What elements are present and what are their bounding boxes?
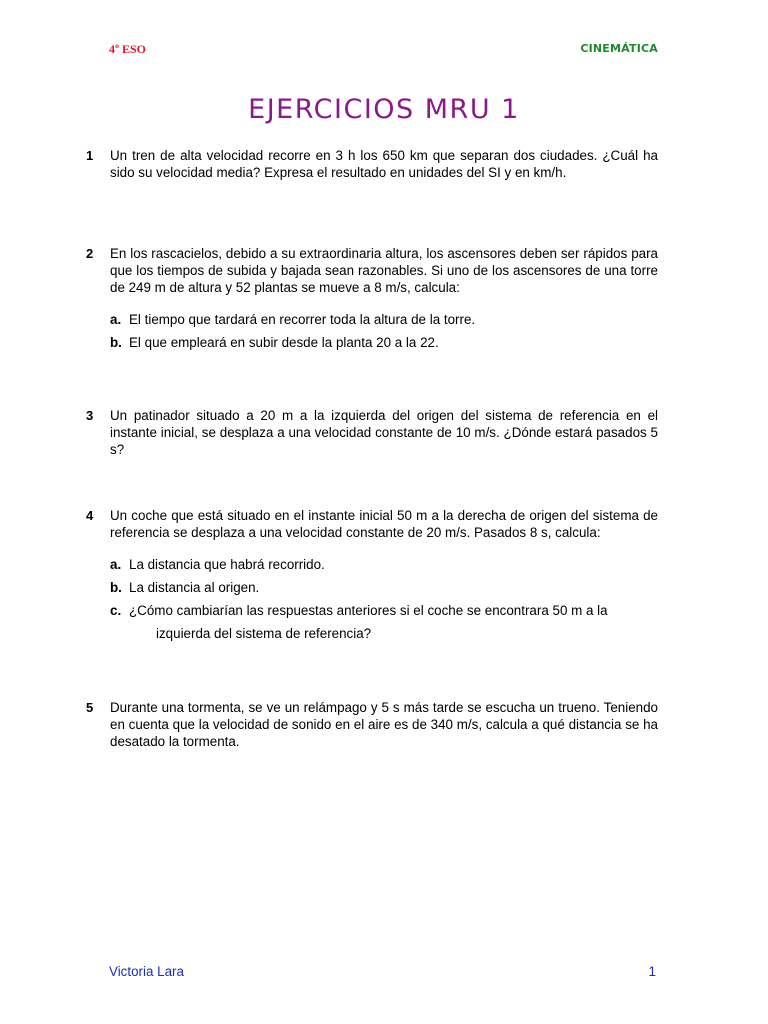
subquestion-b xyxy=(110,579,658,596)
subquestion-a xyxy=(110,556,658,573)
header-course: 4º ESO xyxy=(109,42,146,56)
subquestion-a xyxy=(110,311,658,328)
footer-page-number: 1 xyxy=(648,964,656,979)
subquestion-c xyxy=(110,602,658,642)
header-topic: CINEMÁTICA xyxy=(580,42,658,55)
exercise-number: 3 xyxy=(86,408,94,423)
subquestion-label: a. xyxy=(110,312,122,327)
exercise-text: Un coche que está situado en el instante inicial 50 m a la derecha de origen del sistema de referencia se desplaza a una velocidad constante de 20 m/s. Pasados 8 s, calcula: xyxy=(110,508,658,540)
exercise-1 xyxy=(86,147,658,181)
exercise-text: Un tren de alta velocidad recorre en 3 h los 650 km que separan dos ciudades. ¿Cuál ha sido su velocidad media? Expresa el resultado en unidades del SI y en km/h. xyxy=(110,148,658,180)
subquestion-label: b. xyxy=(110,580,122,595)
exercise-2 xyxy=(86,245,658,351)
exercise-number: 1 xyxy=(86,148,94,163)
subquestion-label: b. xyxy=(110,335,122,350)
exercise-number: 2 xyxy=(86,246,94,261)
subquestion-b xyxy=(110,334,658,351)
footer-author: Victoria Lara xyxy=(109,964,184,979)
subquestion-label: c. xyxy=(110,603,122,618)
exercise-text: Durante una tormenta, se ve un relámpago y 5 s más tarde se escucha un trueno. Teniendo en cuenta que la velocidad de sonido en el aire es de 340 m/s, calcula a qué distancia se ha desatado la tormenta. xyxy=(110,700,658,749)
subquestion-text: ¿Cómo cambiarían las respuestas anteriores si el coche se encontrara 50 m a la xyxy=(129,603,608,618)
exercise-text: En los rascacielos, debido a su extraordinaria altura, los ascensores deben ser rápidos para que los tiempos de subida y bajada sean razonables. Si uno de los ascensores de una torre de 249 m de altura y 52 plantas se mueve a 8 m/s, calcula: xyxy=(110,246,658,295)
exercise-number: 5 xyxy=(86,700,94,715)
exercise-text: Un patinador situado a 20 m a la izquierda del origen del sistema de referencia en el instante inicial, se desplaza a una velocidad constante de 10 m/s. ¿Dónde estará pasados 5 s? xyxy=(110,408,658,457)
subquestion-text: El tiempo que tardará en recorrer toda la altura de la torre. xyxy=(129,312,476,327)
subquestion-text: El que empleará en subir desde la planta 20 a la 22. xyxy=(129,335,439,350)
subquestion-label: a. xyxy=(110,557,122,572)
exercise-4 xyxy=(86,507,658,642)
page-title: EJERCICIOS MRU 1 xyxy=(248,94,520,125)
subquestion-text: La distancia al origen. xyxy=(129,580,260,595)
subquestion-text: La distancia que habrá recorrido. xyxy=(129,557,325,572)
exercise-5 xyxy=(86,699,658,750)
exercise-number: 4 xyxy=(86,508,94,523)
subquestion-continuation: izquierda del sistema de referencia? xyxy=(156,626,372,641)
exercise-3 xyxy=(86,407,658,458)
